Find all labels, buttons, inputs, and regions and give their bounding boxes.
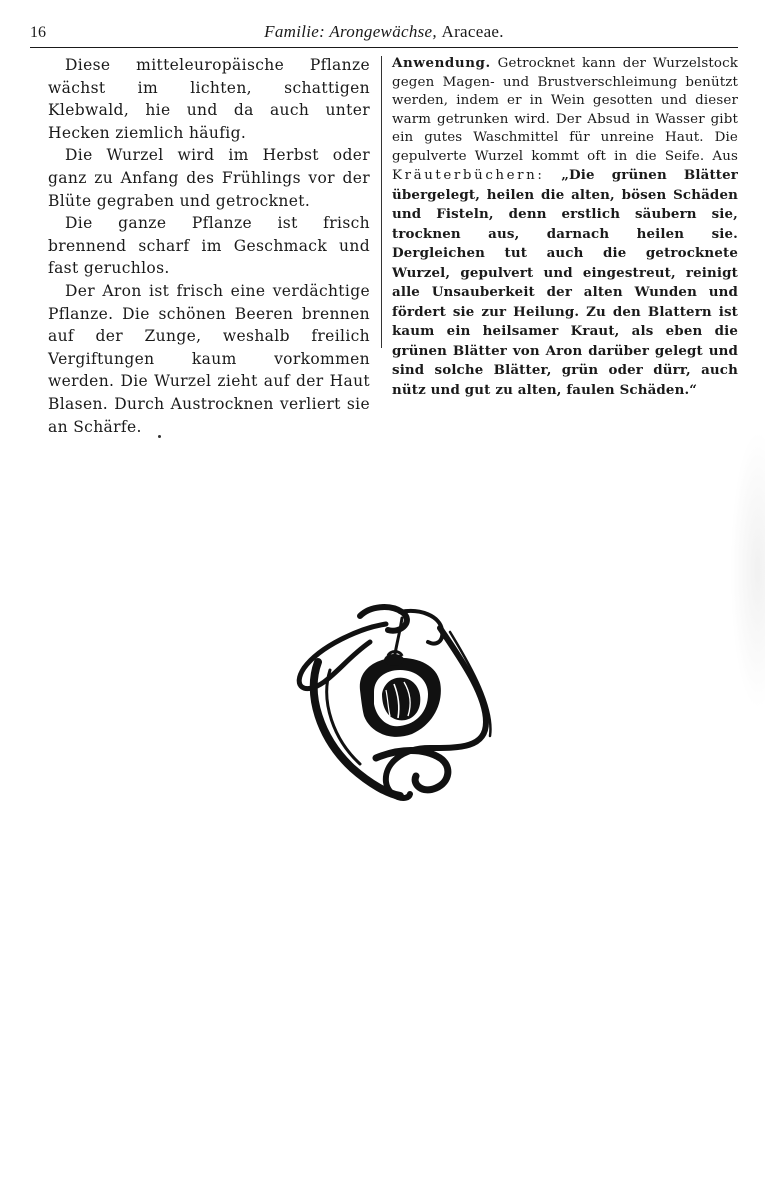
paragraph-habitat: Diese mitteleuropäische Pflanze wächst im lichten, schattigen Klebwald, hie und da auch unter Hecken ziemlich häufig. <box>48 56 370 142</box>
page-number: 16 <box>30 24 46 41</box>
ink-speck <box>158 435 161 438</box>
page-edge-shadow <box>730 430 765 710</box>
herbal-books-term: Kräuterbüchern: <box>392 168 545 183</box>
paragraph-harvest: Die Wurzel wird im Herbst oder ganz zu Anfang des Frühlings vor der Blüte gegraben und getrocknet. <box>48 146 370 210</box>
art-nouveau-flower-ornament-icon <box>290 598 500 816</box>
right-column <box>392 54 738 400</box>
usage-text: Getrocknet kann der Wurzelstock gegen Magen- und Brustverschleimung benützt werden, indem er in Wein gesotten und dieser warm getrunken wird. Der Absud in Wasser gibt ein gutes Waschmittel für unreine Haut. Die gepulverte Wurzel kommt oft in die Seife. Aus <box>392 56 738 164</box>
header-rule <box>30 47 738 48</box>
paragraph-usage <box>392 54 738 400</box>
herbal-books-quote: „Die grünen Blätter übergelegt, heilen die alten, bösen Schäden und Fisteln, denn erstlich säubern sie, trocknen aus, darnach heilen sie. Dergleichen tut auch die getrocknete Wurzel, gepulvert und eingestreut, reinigt alle Unsauberkeit der alten Wunden und fördert sie zur Heilung. Zu den Blattern ist kaum ein heilsamer Kraut, als eben die grünen Blätter von Aron darüber gelegt und sind solche Blätter, grün oder dürr, auch nütz und gut zu alten, faulen Schäden.“ <box>392 167 738 398</box>
ornament-bulb <box>360 652 441 737</box>
usage-heading: Anwendung. <box>392 55 491 71</box>
paragraph-taste: Die ganze Pflanze ist frisch brennend scharf im Geschmack und fast geruchlos. <box>48 214 370 278</box>
left-column <box>48 54 370 438</box>
column-divider <box>381 56 382 348</box>
running-title-latin: Araceae. <box>441 22 504 41</box>
running-title <box>30 22 738 42</box>
running-title-family: Familie: Arongewächse, <box>264 22 437 41</box>
paragraph-toxicity: Der Aron ist frisch eine verdächtige Pflanze. Die schönen Beeren brennen auf der Zunge, weshalb freilich Vergiftungen kaum vorkommen werden. Die Wurzel zieht auf der Haut Blasen. Durch Austrocknen verliert sie an Schärfe. <box>48 281 370 436</box>
page-header <box>30 22 738 48</box>
